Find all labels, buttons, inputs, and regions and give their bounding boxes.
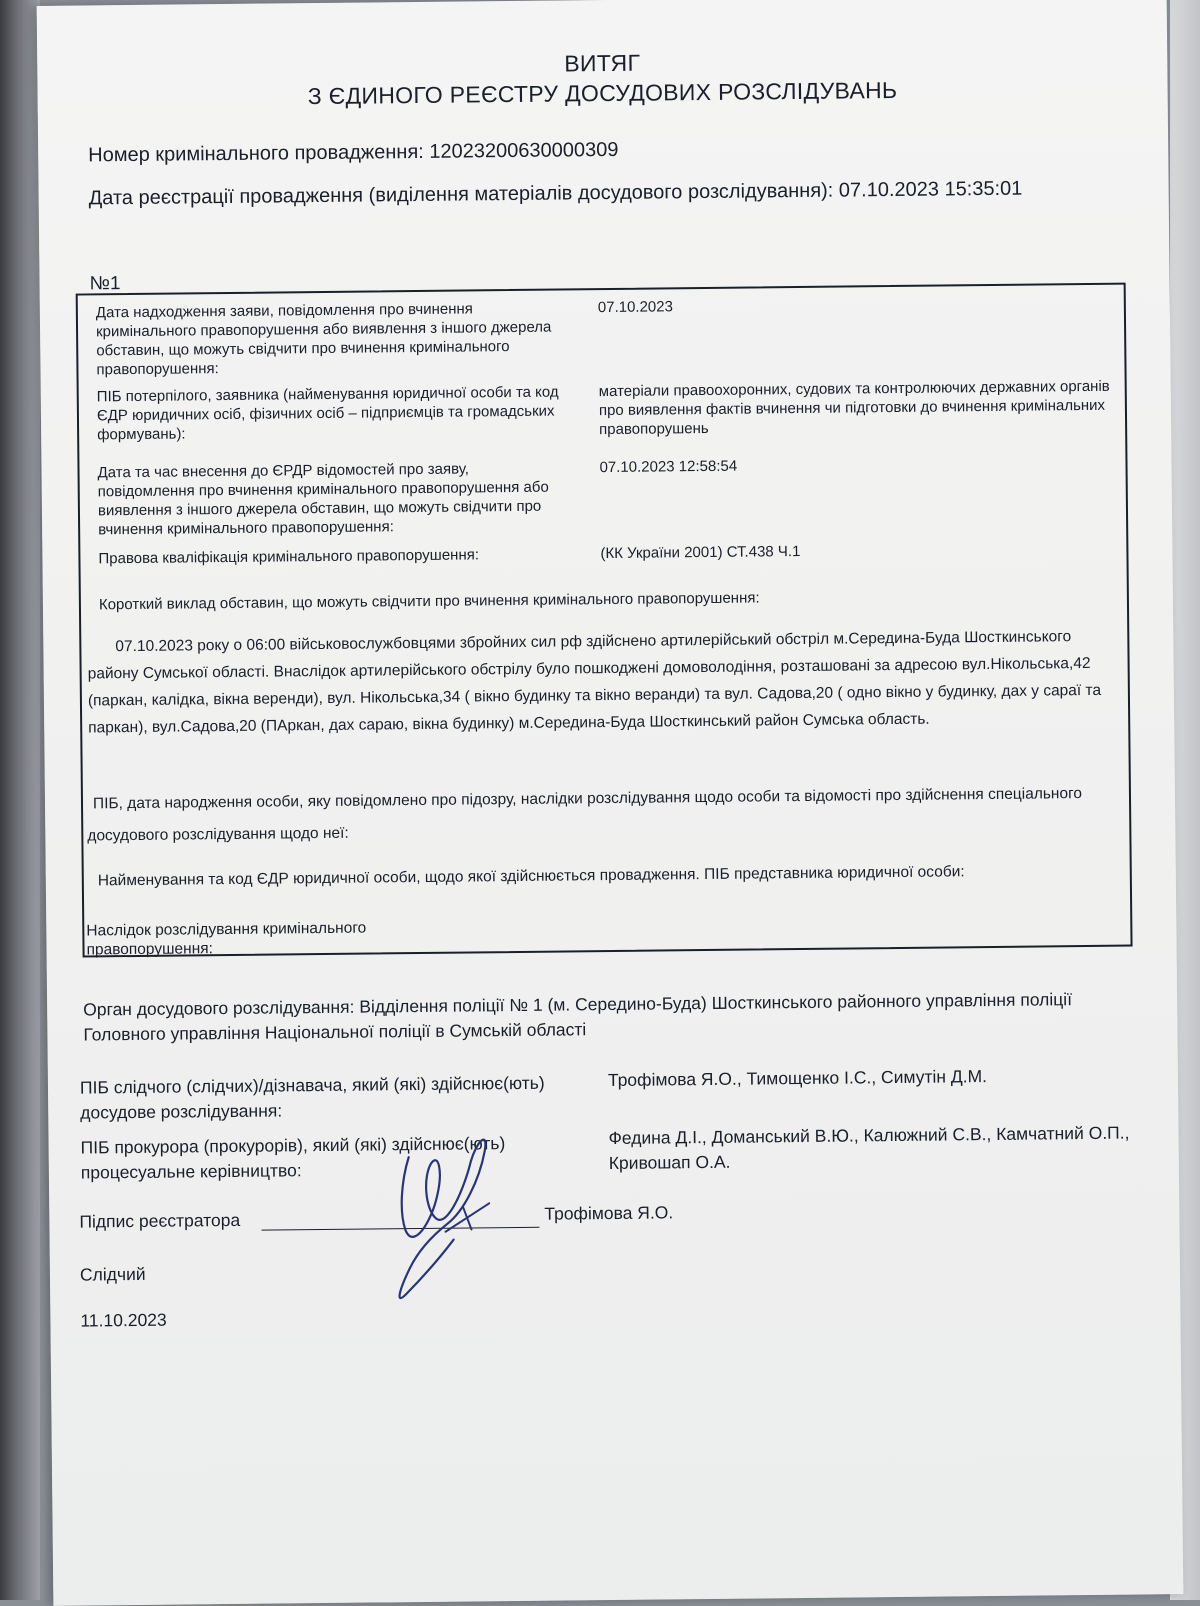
row4-label: Правова кваліфікація кримінального правопорушення: <box>98 546 480 568</box>
register-table <box>76 283 1133 958</box>
result-label: Наслідок розслідування кримінального правопорушення: <box>86 919 367 959</box>
summary-text: 07.10.2023 року о 06:00 військовослужбовцями збройних сил рф здійснено артилерійський обстріл м.Середина-Буда Шосткинського району Сумської області. Внаслідок артилерійського обстрілу було пошкоджені домоволодіння, розташовані за адресою вул.Нікольська,42 (паркан, калідка, вікна веренди), вул. Нікольська,34 ( вікно будинку та вікно веранди) та вул. Садова,20 ( одно вікно у будинку, дах у сараї та паркан), вул.Садова,20 (ПАркан, дах сараю, вікна будинку) м.Середина-Буда Шосткинський район Сумська область. <box>87 628 1102 737</box>
summary-label: Короткий виклад обставин, що можуть свідчити про вчинення кримінального правопорушення: <box>98 589 760 614</box>
row2-value: матеріали правоохоронних, судових та контролюючих державних органів про виявлення фактів вчинення чи підготовки до вчинення кримінальних правопорушень <box>598 377 1110 439</box>
signature-label: Підпис реєстратора <box>79 1209 241 1232</box>
signature-stroke-main <box>398 1140 487 1299</box>
registrar-name: Трофімова Я.О. <box>544 1202 674 1224</box>
section-number: №1 <box>89 273 121 295</box>
row1-value: 07.10.2023 <box>597 298 674 317</box>
entity-label: Найменування та код ЄДР юридичної особи, щодо якої здійснюється провадження. ПІБ представника юридичної особи: <box>97 863 965 890</box>
case-number: Номер кримінального провадження: 12023200630000309 <box>88 138 619 167</box>
prosecutor-value: Федина Д.І., Доманський В.Ю., Калюжний С.В., Камчатний О.П., Кривошап О.А. <box>608 1122 1130 1174</box>
row2-label: ПІБ потерпілого, заявника (найменування юридичної особи та код ЄДР юридичних осіб, фізичних осіб – підприємців та громадських формувань): <box>96 383 559 444</box>
row3-value: 07.10.2023 12:58:54 <box>599 457 738 477</box>
suspect-label: ПІБ, дата народження особи, яку повідомлено про підозру, наслідки розслідування щодо особи та відомості про здійснення спеціального досудового розслідування щодо неї: <box>87 785 1083 845</box>
row3-label: Дата та час внесення до ЄРДР відомостей про заяву, повідомлення про вчинення кримінального правопорушення або виявлення з іншого джерела обставин, що можуть свідчити про вчинення кримінального правопорушення: <box>97 460 549 539</box>
document-sheet <box>37 0 1184 1606</box>
investigator-value: Трофімова Я.О., Тимощенко І.С., Симутін Д.М. <box>607 1066 988 1091</box>
document-title <box>37 42 1168 114</box>
row1-label: Дата надходження заяви, повідомлення про вчинення кримінального правопорушення або виявлення з іншого джерела обставин, що можуть свідчити про вчинення кримінального правопорушення: <box>95 300 552 379</box>
row4-value: (КК України 2001) СТ.438 Ч.1 <box>600 542 801 563</box>
registration-date: Дата реєстрації провадження (виділення матеріалів досудового розслідування): 07.10.2023 15:35:01 <box>88 177 1023 210</box>
title-line-1: ВИТЯГ <box>564 49 641 77</box>
investigation-organ: Орган досудового розслідування: Відділення поліції № 1 (м. Середино-Буда) Шосткинського районного управління поліції Головного управління Національної поліції в Сумській області <box>83 989 1073 1045</box>
investigator-label: ПІБ слідчого (слідчих)/дізнавача, який (які) здійснює(ють) досудове розслідування: <box>79 1072 545 1123</box>
title-line-2: З ЄДИНОГО РЕЄСТРУ ДОСУДОВИХ РОЗСЛІДУВАНЬ <box>307 76 898 110</box>
signer-role: Слідчий <box>79 1263 146 1285</box>
background-fabric <box>0 0 40 1600</box>
handwritten-signature <box>338 1111 520 1313</box>
prosecutor-label: ПІБ прокурора (прокурорів), який (які) здійснює(ють) процесуальне керівництво: <box>80 1133 506 1183</box>
document-date: 11.10.2023 <box>80 1309 167 1331</box>
